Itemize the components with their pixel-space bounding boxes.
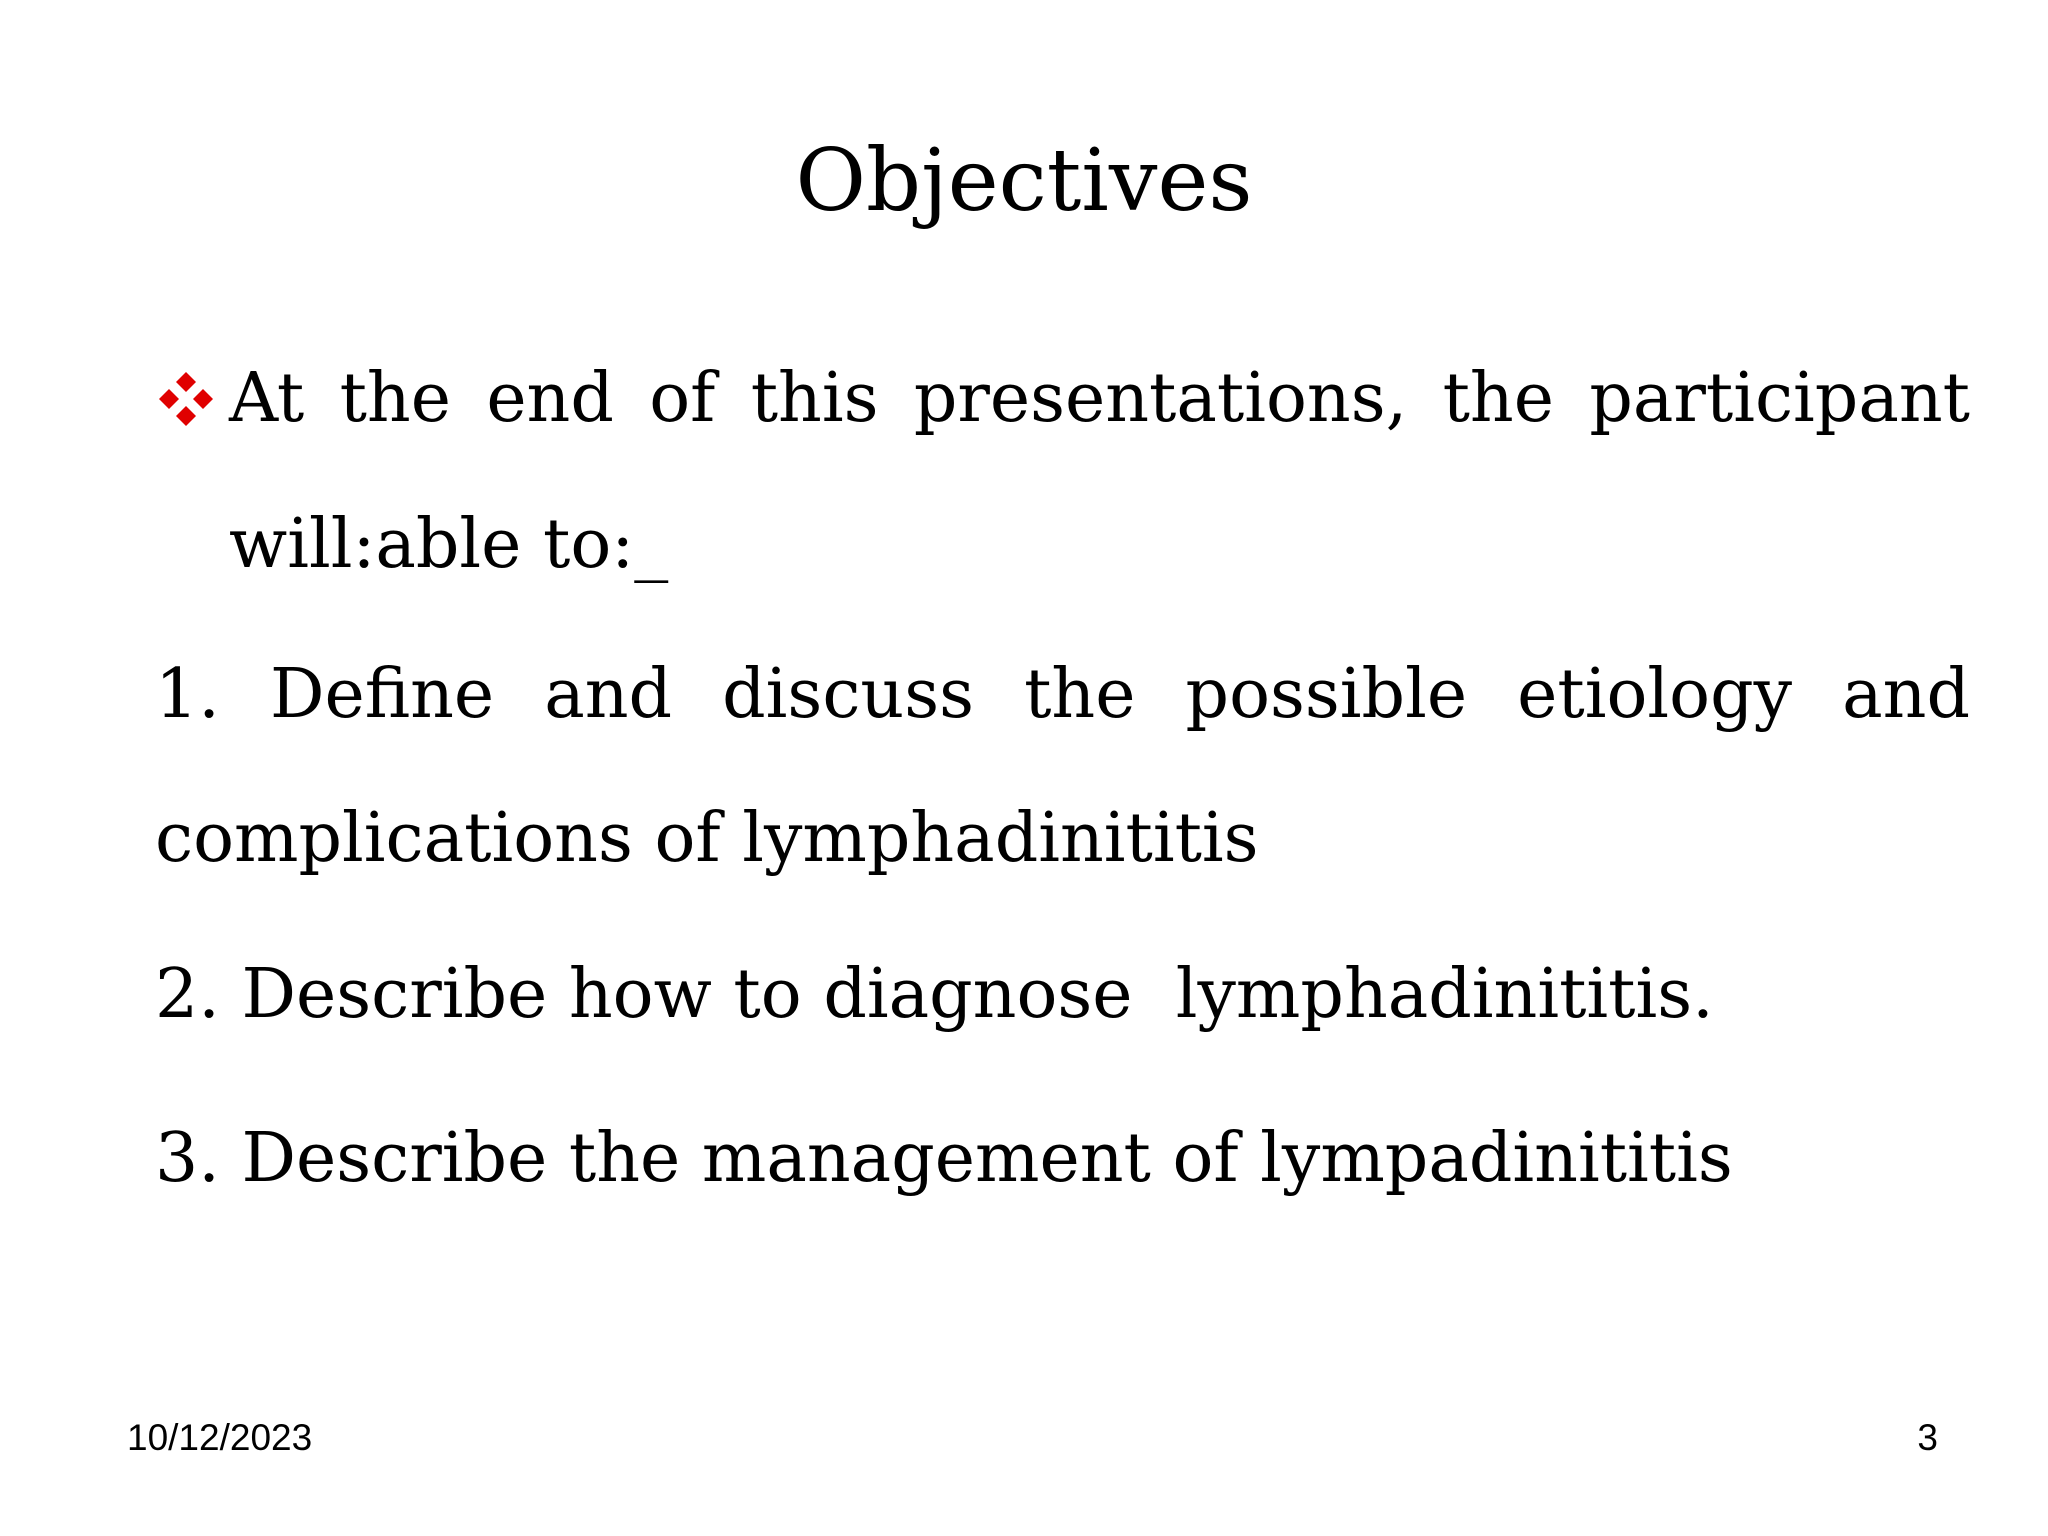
intro-bullet	[155, 326, 1970, 472]
objective-item-3: 3. Describe the management of lympadinititis	[155, 1119, 1733, 1198]
objective-item-1-line-2: complications of lymphadinititis	[155, 799, 1259, 878]
slide-title: Objectives	[795, 131, 1253, 231]
slide-number: 3	[1917, 1417, 1938, 1458]
objective-item-2: 2. Describe how to diagnose lymphadinititis.	[155, 955, 1714, 1034]
objective-item-1-line-1: 1. Define and discuss the possible etiology and	[155, 655, 1970, 734]
diamond-cluster-bullet-icon	[155, 368, 217, 430]
intro-line-1: At the end of this presentations, the participant	[229, 359, 1970, 438]
footer-date: 10/12/2023	[127, 1417, 313, 1458]
intro-line-2: will:able to:_	[229, 505, 669, 584]
